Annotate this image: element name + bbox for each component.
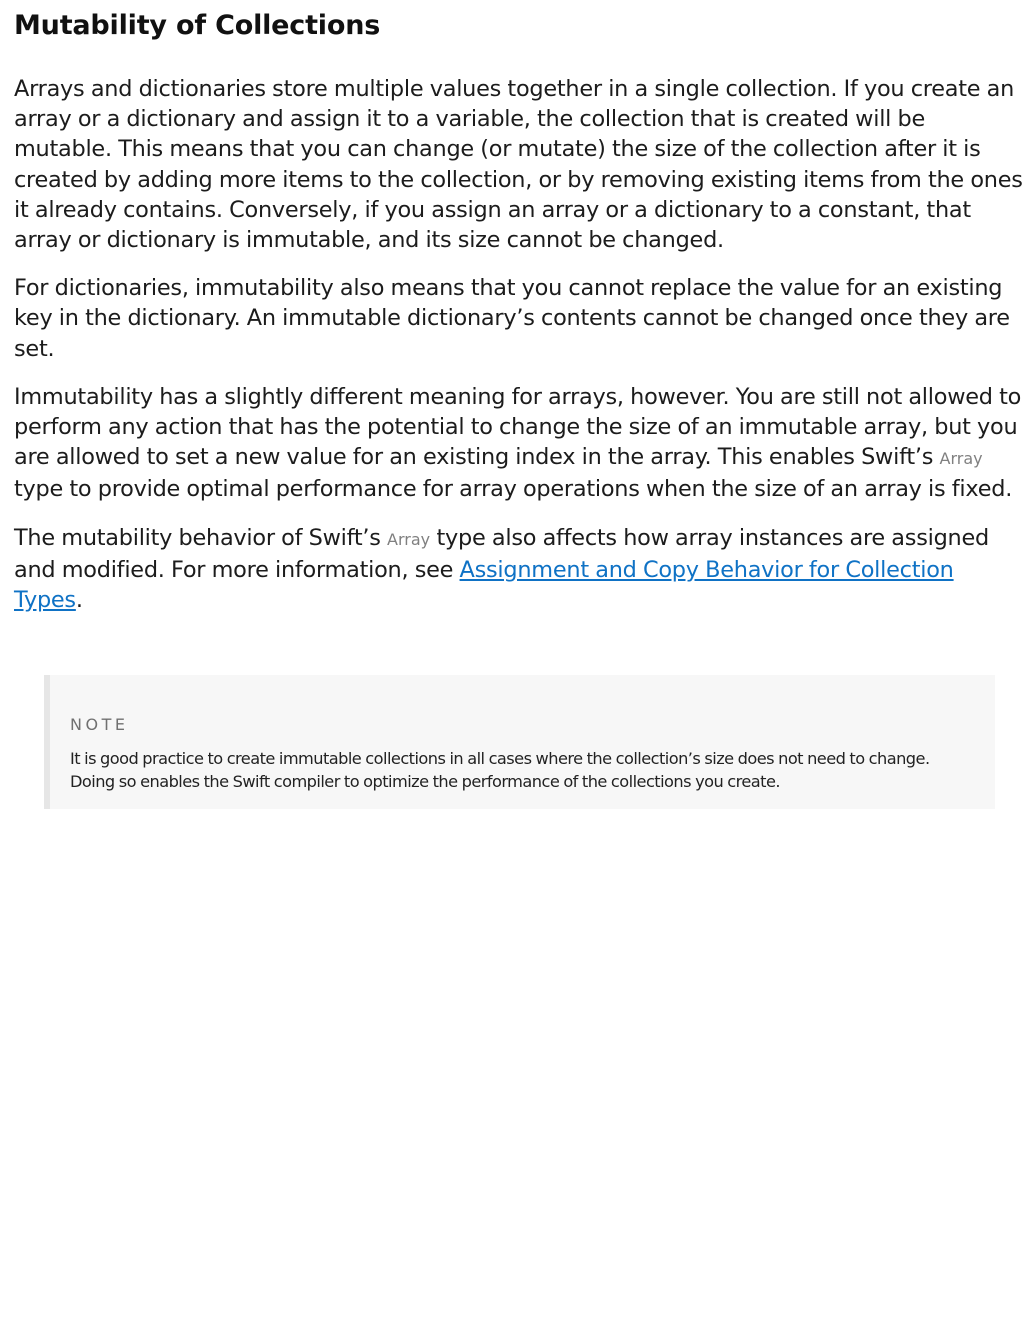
- paragraph-text: type to provide optimal performance for array operations when the size of an array is fixed.: [14, 476, 1013, 503]
- paragraph-text: Immutability has a slightly different meaning for arrays, however. You are still not allowed to perform any action that has the potential to change the size of an immutable array, but you are allowed to set a new value for an existing index in the array. This enables Swift’s: [14, 383, 1022, 471]
- document-body: [14, 6, 1024, 615]
- code-array-type: Array: [939, 449, 983, 469]
- paragraph-mutability-behavior: [14, 523, 1024, 616]
- paragraph-array-immutability: [14, 382, 1024, 505]
- code-array-type: Array: [387, 529, 431, 549]
- paragraph-text: .: [75, 587, 83, 614]
- paragraph-text: type also affects how array instances are assigned and modified. For more information, see: [14, 524, 989, 583]
- assignment-copy-behavior-link[interactable]: Assignment and Copy Behavior for Collection Types: [14, 556, 954, 614]
- paragraph-dictionary-immutability: For dictionaries, immutability also means that you cannot replace the value for an existing key in the dictionary. An immutable dictionary’s contents cannot be changed once they are set.: [14, 275, 1010, 362]
- note-box: [44, 675, 995, 809]
- paragraph-text: The mutability behavior of Swift’s: [14, 524, 388, 551]
- section-title: Mutability of Collections: [14, 10, 381, 41]
- note-text: It is good practice to create immutable collections in all cases where the collection’s size does not need to change. Doing so enables the Swift compiler to optimize the performance of the collections you create.: [70, 749, 930, 791]
- note-label: NOTE: [70, 715, 129, 734]
- paragraph-collections-mutability: Arrays and dictionaries store multiple values together in a single collection. If you create an array or a dictionary and assign it to a variable, the collection that is created will be mutable. This means that you can change (or mutate) the size of the collection after it is created by adding more items to the collection, or by removing existing items from the ones it already contains. Conversely, if you assign an array or a dictionary to a constant, that array or dictionary is immutable, and its size cannot be changed.: [14, 76, 1023, 254]
